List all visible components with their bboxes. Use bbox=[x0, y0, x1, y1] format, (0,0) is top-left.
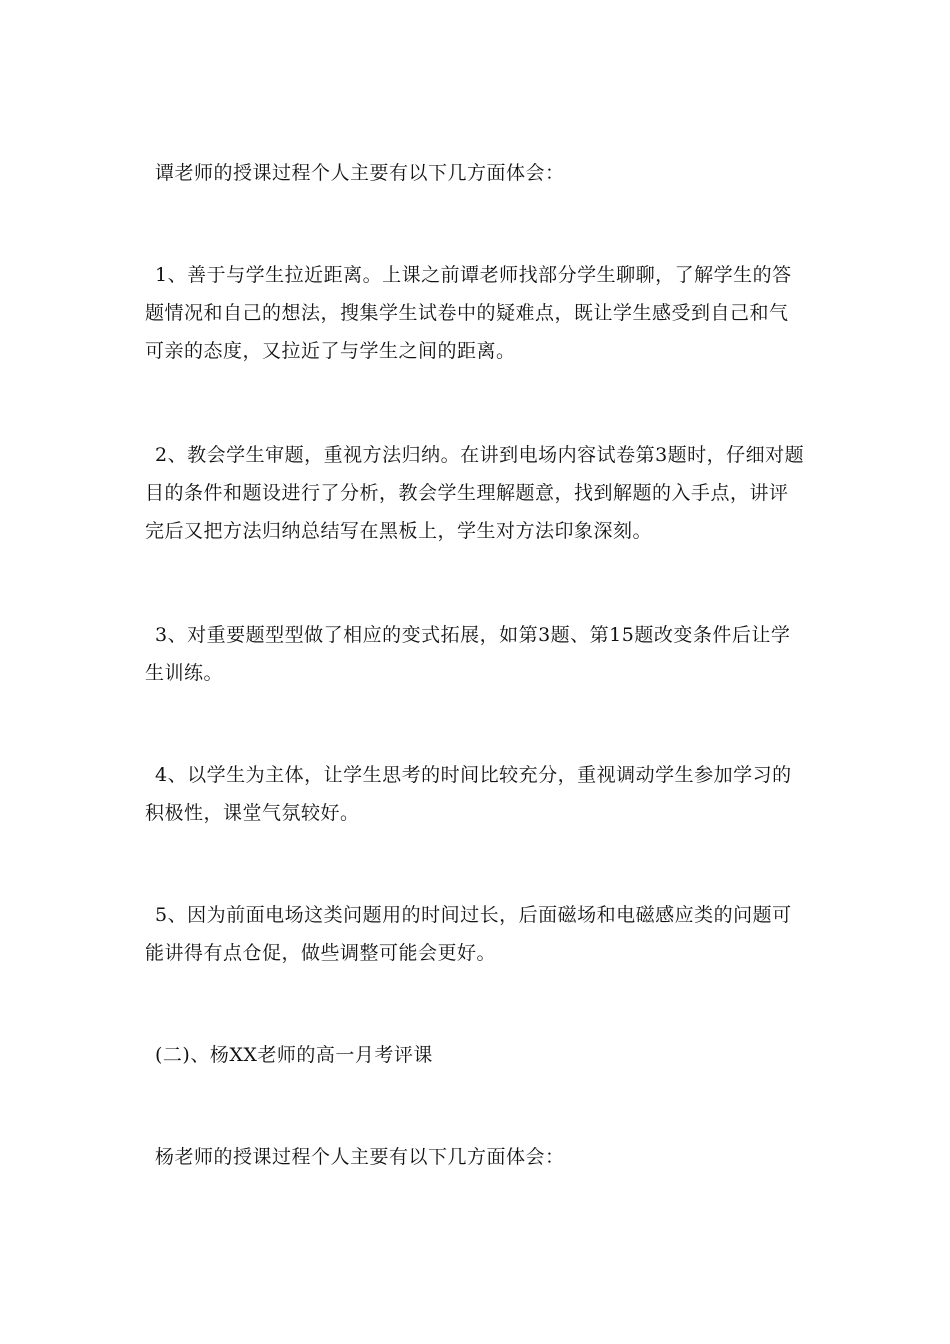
intro-paragraph-yang: 杨老师的授课过程个人主要有以下几方面体会： bbox=[155, 1146, 565, 1168]
list-item-5: 5、因为前面电场这类问题用的时间过长，后面磁场和电磁感应类的问题可能讲得有点仓促，做些调整可能会更好。 bbox=[145, 904, 792, 964]
list-item-1: 1、善于与学生拉近距离。上课之前谭老师找部分学生聊聊，了解学生的答题情况和自己的想法，搜集学生试卷中的疑难点，既让学生感受到自己和气可亲的态度，又拉近了与学生之间的距离。 bbox=[145, 264, 792, 362]
list-item-4: 4、以学生为主体，让学生思考的时间比较充分，重视调动学生参加学习的积极性，课堂气氛较好。 bbox=[145, 764, 792, 824]
list-item-2: 2、教会学生审题，重视方法归纳。在讲到电场内容试卷第3题时，仔细对题目的条件和题设进行了分析，教会学生理解题意，找到解题的入手点，讲评完后又把方法归纳总结写在黑板上，学生对方法印象深刻。 bbox=[145, 444, 805, 542]
list-item-3: 3、对重要题型型做了相应的变式拓展，如第3题、第15题改变条件后让学生训练。 bbox=[145, 624, 791, 684]
section-heading-yang: (二)、杨XX老师的高一月考评课 bbox=[155, 1044, 433, 1066]
intro-paragraph-tan: 谭老师的授课过程个人主要有以下几方面体会： bbox=[155, 162, 565, 184]
